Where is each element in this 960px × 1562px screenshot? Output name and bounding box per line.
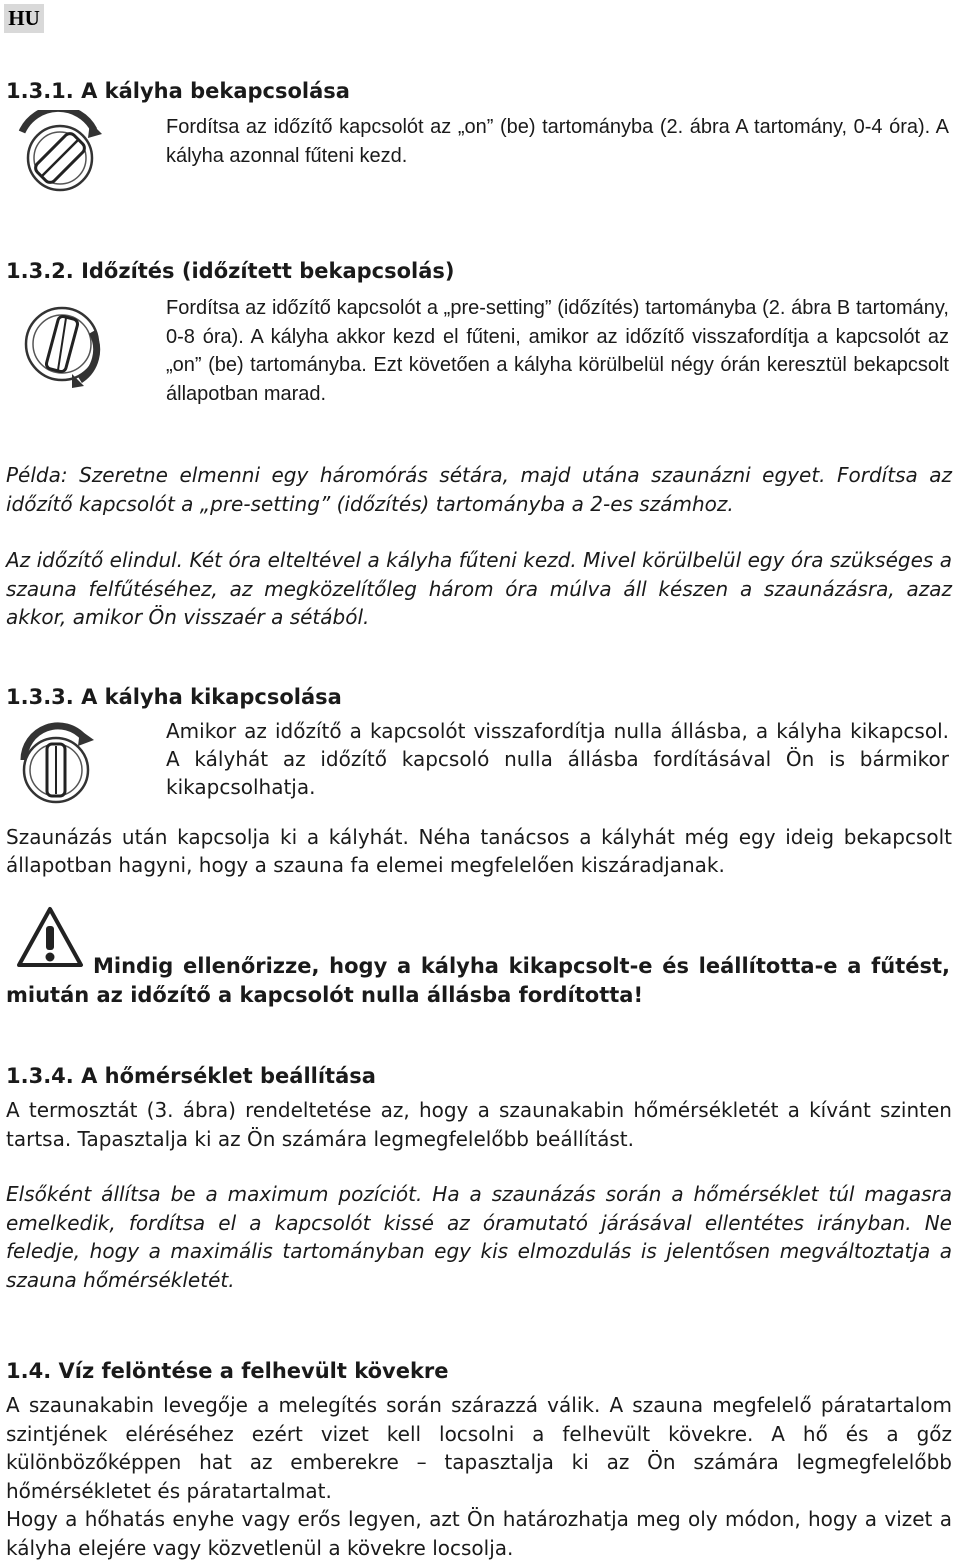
- example-paragraph-1: Példa: Szeretne elmenni egy háromórás sétára, majd utána szaunázni egyet. Fordítsa az időzítő kapcsolót a „pre-setting” (időzítés) tartományba a 2-es számhoz.: [6, 463, 952, 516]
- language-badge: HU: [4, 4, 44, 33]
- paragraph-switch-on: Fordítsa az időzítő kapcsolót az „on” (be) tartományba (2. ábra A tartomány, 0-4 óra). A kályha azonnal fűteni kezd.: [166, 116, 949, 167]
- paragraph-heat-intensity: Hogy a hőhatás enyhe vagy erős legyen, azt Ön határozhatja meg oly módon, hogy a vizet a kályha elejére vagy közvetlenül a kövekre locsolja.: [6, 1507, 952, 1560]
- section-heading-1-3-3: 1.3.3. A kályha kikapcsolása: [6, 685, 342, 709]
- section-heading-1-4: 1.4. Víz felöntése a felhevült kövekre: [6, 1359, 449, 1383]
- paragraph-after-sauna: Szaunázás után kapcsolja ki a kályhát. Néha tanácsos a kályhát még egy ideig bekapcsolt állapotban hagyni, hogy a szauna fa elemei megfelelően kiszáradjanak.: [6, 825, 952, 877]
- section-heading-1-3-1: 1.3.1. A kályha bekapcsolása: [6, 79, 350, 103]
- timer-knob-off-icon: [14, 720, 104, 812]
- paragraph-thermostat-italic: Elsőként állítsa be a maximum pozíciót. Ha a szaunázás során a hőmérséklet túl magasra emelkedik, fordítsa el a kapcsolót kissé az óramutató járásával ellentétes irányban. Ne feledje, hogy a maximális tartományban egy kis elmozdulás is jelentősen megváltoztatja a szauna hőmérsékletét.: [6, 1182, 952, 1292]
- paragraph-switch-off: Amikor az időzítő a kapcsolót visszafordítja nulla állásba, a kályha kikapcsol. A kályhát az időzítő kapcsoló nulla állásba fordításával Ön is bármikor kikapcsolhatja.: [166, 719, 949, 799]
- section-heading-1-3-4: 1.3.4. A hőmérséklet beállítása: [6, 1064, 376, 1088]
- section-heading-1-3-2: 1.3.2. Időzítés (időzített bekapcsolás): [6, 259, 455, 283]
- timer-knob-presetting-icon: [20, 292, 110, 392]
- presetting-text-b: A kályha akkor kezd el fűteni, amikor az időzítő visszafordítja a kapcsolót az „on” (be) tartományba.: [166, 325, 949, 376]
- timer-knob-on-icon: [10, 110, 110, 196]
- presetting-text-a: Fordítsa az időzítő kapcsolót a „pre-setting” (időzítés) tartományba (2. ábra B tartomány, 0-8 óra).: [166, 297, 949, 348]
- paragraph-water-on-stones: A szaunakabin levegője a melegítés során szárazzá válik. A szauna megfelelő páratartalom szintjének eléréséhez ezért vizet kell locsolni a felhevült kövekre. A hő és a gőz különbözőképpen hat az emberekre – tapasztalja ki az Ön számára legmegfelelőbb hőmérsékletet és páratartalmat.: [6, 1393, 952, 1503]
- presetting-text-c: Ezt követően a kályha körülbelül négy órán keresztül bekapcsolt állapotban marad.: [166, 354, 949, 405]
- paragraph-presetting: [166, 294, 949, 408]
- warning-text: Mindig ellenőrizze, hogy a kályha kikapcsolt-e és leállította-e a fűtést, miután az időzítő a kapcsolót nulla állásba fordította!: [6, 954, 950, 1007]
- paragraph-thermostat: A termosztát (3. ábra) rendeltetése az, hogy a szaunakabin hőmérsékletét a kívánt szinten tartsa. Tapasztalja ki az Ön számára legmegfelelőbb beállítást.: [6, 1098, 952, 1151]
- example-paragraph-2: Az időzítő elindul. Két óra elteltével a kályha fűteni kezd. Mivel körülbelül egy óra szükséges a szauna felfűtéséhez, az megközelítőleg három óra múlva áll készen a szaunázásra, azaz akkor, amikor Ön visszaér a sétából.: [6, 548, 952, 629]
